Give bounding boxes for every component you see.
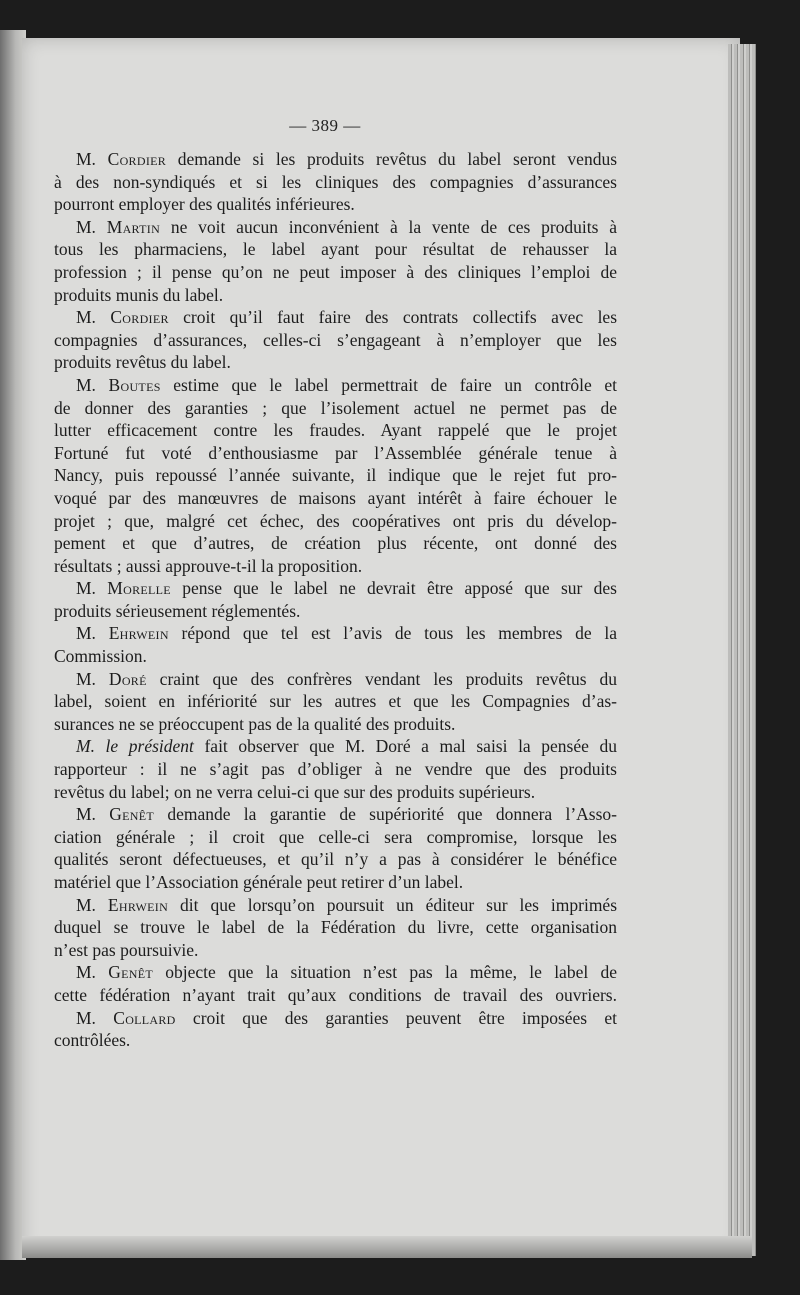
speaker-name: Ehrwein <box>107 894 169 915</box>
line-text: profession ; il pense qu’on ne peut imposer à des cliniques l’emploi de <box>54 261 617 282</box>
line-text: duquel se trouve le label de la Fédération du livre, cette organisation <box>54 917 617 938</box>
speaker-prefix: M. <box>76 668 96 689</box>
line-text: croit qu’il faut faire des contrats collectifs avec les <box>168 307 618 328</box>
line-text: voqué par des manœuvres de maisons ayant intérêt à faire échouer le <box>54 487 617 508</box>
speaker-prefix: M. <box>76 216 96 237</box>
speaker-prefix: M. <box>76 578 96 599</box>
line-text: qualités seront défectueuses, et qu’il n’y a pas à considérer le bénéfice <box>54 849 617 870</box>
line-text: n’est pas poursuivie. <box>54 939 199 960</box>
line-text: ciation générale ; il croit que celle-ci sera compromise, lorsque les <box>54 826 617 847</box>
speaker-name: Doré <box>108 668 147 689</box>
speaker-prefix: M. <box>76 1007 96 1028</box>
text-line <box>54 419 617 442</box>
speaker-prefix: M. <box>76 374 96 395</box>
line-text: produits revêtus du label. <box>54 352 231 373</box>
line-text: à des non-syndiqués et si les cliniques des compagnies d’assurances <box>54 171 617 192</box>
speaker-name: Cordier <box>107 149 167 169</box>
text-line <box>54 758 617 781</box>
line-text: fait observer que M. Doré a mal saisi la pensée du <box>193 736 617 757</box>
speaker-name: Cordier <box>110 307 169 328</box>
text-line <box>54 984 617 1007</box>
text-line <box>54 894 617 917</box>
text-line <box>54 487 617 510</box>
line-text: label, soient en infériorité sur les autres et que les Compagnies d’as- <box>54 691 617 712</box>
line-text: pement et que d’autres, de création plus récente, ont donné des <box>54 533 617 554</box>
line-text: revêtus du label; on ne verra celui-ci que sur des produits supérieurs. <box>54 781 536 802</box>
text-line <box>54 577 617 600</box>
text-line <box>54 306 617 329</box>
line-text: compagnies d’assurances, celles-ci s’engageant à n’employer que les <box>54 329 617 350</box>
text-line <box>54 351 617 374</box>
text-line <box>54 713 617 736</box>
line-text: résultats ; aussi approuve-t-il la proposition. <box>54 555 363 576</box>
speaker-prefix: M. <box>76 962 96 983</box>
line-text: tous les pharmaciens, le label ayant pour résultat de rehausser la <box>54 239 617 260</box>
speaker-name: Genêt <box>108 962 154 983</box>
line-text: produits munis du label. <box>54 284 224 305</box>
line-text: croit que des garanties peuvent être imposées et <box>175 1007 618 1028</box>
line-text: Commission. <box>54 646 147 667</box>
text-line <box>54 510 617 533</box>
line-text: pense que le label ne devrait être apposé que sur des <box>170 578 617 599</box>
text-line <box>54 645 617 668</box>
line-text: lutter efficacement contre les fraudes. Ayant rappelé que le projet <box>54 420 617 441</box>
text-line <box>54 690 617 713</box>
text-line <box>54 871 617 894</box>
line-text: demande si les produits revêtus du label seront vendus <box>166 149 618 169</box>
line-text: matériel que l’Association générale peut retirer d’un label. <box>54 872 464 892</box>
line-text: cette fédération n’ayant trait qu’aux conditions de travail des ouvriers. <box>54 984 617 1005</box>
speaker-prefix: M. <box>76 894 96 915</box>
line-text: estime que le label permettrait de faire un contrôle et <box>160 374 617 395</box>
text-line <box>54 735 617 758</box>
speaker-name: Genêt <box>109 804 155 825</box>
speaker-name: Ehrwein <box>108 623 169 644</box>
body-text <box>54 148 617 1052</box>
text-line <box>54 148 617 171</box>
line-text: ne voit aucun inconvénient à la vente de ces produits à <box>160 216 617 237</box>
text-line <box>54 284 617 307</box>
text-line <box>54 848 617 871</box>
page-number: — 389 — <box>289 116 361 135</box>
text-line <box>54 329 617 352</box>
line-text: demande la garantie de supériorité que donnera l’Asso- <box>154 804 617 825</box>
text-line <box>54 193 617 216</box>
line-text: contrôlées. <box>54 1030 131 1051</box>
text-line <box>54 622 617 645</box>
speaker-name: Martin <box>106 216 161 237</box>
text-line <box>54 532 617 555</box>
text-line <box>54 916 617 939</box>
line-text: de donner des garanties ; que l’isolement actuel ne permet pas de <box>54 397 617 418</box>
speaker-prefix: M. <box>76 149 96 169</box>
page-edge-strips <box>728 44 756 1256</box>
text-line <box>54 1007 617 1030</box>
speaker-name: Morelle <box>107 578 171 599</box>
text-line <box>54 781 617 804</box>
page-bottom-edge <box>22 1236 752 1258</box>
text-line <box>54 600 617 623</box>
text-line <box>54 216 617 239</box>
line-text: craint que des confrères vendant les produits revêtus du <box>146 668 618 689</box>
line-text: rapporteur : il ne s’agit pas d’obliger à ne vendre que des produits <box>54 759 617 780</box>
text-line <box>54 374 617 397</box>
line-text: objecte que la situation n’est pas la même, le label de <box>153 962 618 983</box>
speaker-prefix: M. <box>76 804 96 825</box>
line-text: Fortuné fut voté d’enthousiasme par l’Assemblée générale tenue à <box>54 442 617 463</box>
text-line <box>54 397 617 420</box>
text-line <box>54 171 617 194</box>
line-text: projet ; que, malgré cet échec, des coopératives ont pris du dévelop- <box>54 510 617 531</box>
text-line <box>54 464 617 487</box>
text-line <box>54 261 617 284</box>
line-text: répond que tel est l’avis de tous les membres de la <box>168 623 618 644</box>
text-line <box>54 1029 617 1052</box>
line-text: Nancy, puis repoussé l’année suivante, il indique que le rejet fut pro- <box>54 465 617 486</box>
speaker-prefix: M. <box>76 307 96 328</box>
text-line <box>54 442 617 465</box>
line-text: produits sérieusement réglementés. <box>54 600 301 621</box>
text-line <box>54 555 617 578</box>
text-line <box>54 803 617 826</box>
speaker-name: Collard <box>113 1007 176 1028</box>
text-line <box>54 668 617 691</box>
text-line <box>54 238 617 261</box>
text-line <box>54 826 617 849</box>
text-line <box>54 939 617 962</box>
line-text: dit que lorsqu’on poursuit un éditeur sur les imprimés <box>168 894 618 915</box>
speaker-prefix: M. <box>76 623 96 644</box>
line-text: pourront employer des qualités inférieures. <box>54 194 355 215</box>
line-text: surances ne se préoccupent pas de la qualité des produits. <box>54 713 456 734</box>
speaker-title: M. le président <box>76 736 194 757</box>
text-line <box>54 961 617 984</box>
speaker-name: Boutes <box>108 374 161 395</box>
